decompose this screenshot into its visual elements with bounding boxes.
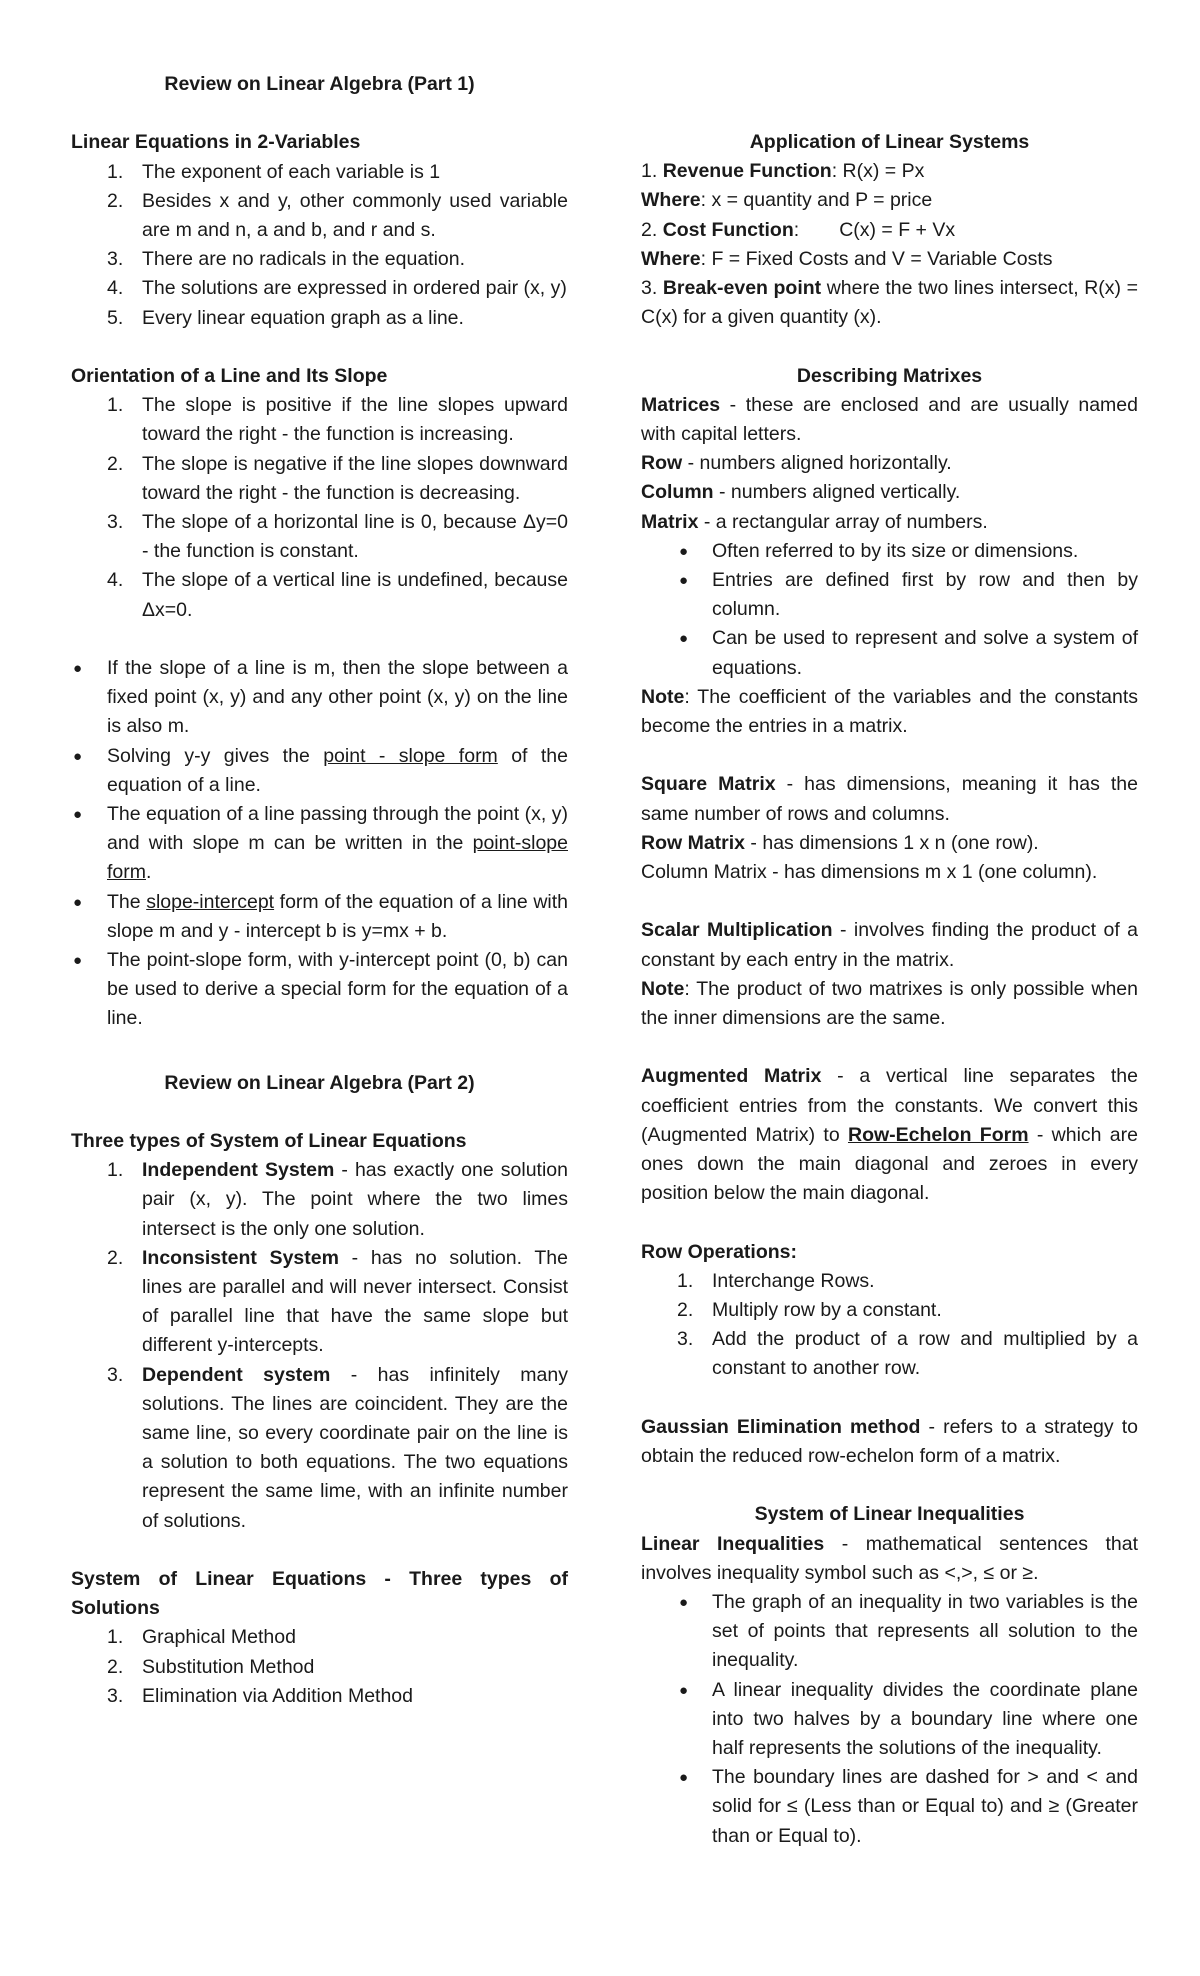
list-item: ● A linear inequality divides the coordinate plane into two halves by a boundary line where one half represents the solutions of the inequality. xyxy=(641,1676,1138,1764)
section-heading-orientation: Orientation of a Line and Its Slope xyxy=(71,365,388,387)
row-matrix-definition: Row Matrix - has dimensions 1 x n (one row). xyxy=(641,831,1039,854)
list-item: 2. Inconsistent System - has no solution. The lines are parallel and will never intersect. Consist of parallel line that have the same slope but different y-intercepts. xyxy=(107,1246,568,1357)
bullet-icon: ● xyxy=(73,806,83,824)
square-matrix-definition: Square Matrix - has dimensions, meaning it has the same number of rows and columns. xyxy=(641,773,1138,825)
cost-function-line: 2. Cost Function: C(x) = F + Vx xyxy=(641,218,956,241)
linear-inequalities-title: System of Linear Inequalities xyxy=(754,1503,1025,1526)
orientation-list xyxy=(71,391,568,625)
bullet-icon: ● xyxy=(73,893,83,911)
where-line-2: Where: F = Fixed Costs and V = Variable Costs xyxy=(641,247,1053,270)
list-item: ● The graph of an inequality in two variables is the set of points that represents all solution to the inequality. xyxy=(641,1588,1138,1676)
list-item: 5. Every linear equation graph as a line. xyxy=(107,306,464,329)
list-item: ● The boundary lines are dashed for > and < and solid for ≤ (Less than or Equal to) and ≥ (Greater than or Equal to). xyxy=(641,1763,1138,1851)
application-title: Application of Linear Systems xyxy=(749,131,1030,153)
where-line-1: Where: x = quantity and P = price xyxy=(641,189,933,212)
bullet-icon: ● xyxy=(679,630,689,648)
list-item: 3. Dependent system - has infinitely many solutions. The lines are coincident. They are the same line, so every coordinate pair on the line is a solution to both equations. The two equations represent the same lime, with an infinite number of solutions. xyxy=(107,1363,568,1532)
list-item: 4. The solutions are expressed in ordered pair (x, y) xyxy=(107,277,567,300)
row-echelon-form-term: Row-Echelon Form xyxy=(847,1123,1029,1146)
slope-bullet-list xyxy=(71,654,568,1034)
list-item: 2. Multiply row by a constant. xyxy=(677,1299,942,1322)
list-item: 3. There are no radicals in the equation. xyxy=(107,248,466,271)
revenue-function-line: 1. Revenue Function: R(x) = Px xyxy=(641,160,925,183)
matrices-definition: Matrices - these are enclosed and are usually named with capital letters. xyxy=(641,393,1138,446)
list-item: ● The equation of a line passing through the point (x, y) and with slope m can be written in the point-slope form. xyxy=(71,800,568,888)
list-item: ● The slope-intercept form of the equation of a line with slope m and y - intercept b is y=mx + b. xyxy=(71,888,568,946)
list-item: ● The point-slope form, with y-intercept point (0, b) can be used to derive a special form for the equation of a line. xyxy=(71,946,568,1034)
list-item: 1. The slope is positive if the line slopes upward toward the right - the function is increasing. xyxy=(107,394,568,446)
list-item: ● Often referred to by its size or dimensions. xyxy=(641,537,1138,566)
scalar-multiplication-definition: Scalar Multiplication - involves finding the product of a constant by each entry in the matrix. xyxy=(641,919,1138,971)
list-item: 3. Elimination via Addition Method xyxy=(107,1684,413,1707)
bullet-icon: ● xyxy=(73,952,83,970)
list-item: 2. Besides x and y, other commonly used variable are m and n, a and b, and r and s. xyxy=(107,189,568,241)
break-even-line: 3. Break-even point where the two lines intersect, R(x) = C(x) for a given quantity (x). xyxy=(641,277,1138,329)
augmented-matrix-definition: Augmented Matrix - a vertical line separates the coefficient entries from the constants. We convert this (Augmented Matrix) to Row-Echelon Form - which are ones down the main diagonal and zeroes in every position below the main diagonal. xyxy=(641,1065,1138,1205)
list-item: ● Solving y-y gives the point - slope form of the equation of a line. xyxy=(71,742,568,800)
list-item: ● If the slope of a line is m, then the slope between a fixed point (x, y) and any other point (x, y) on the line is also m. xyxy=(71,654,568,742)
list-item: 2. Substitution Method xyxy=(107,1655,315,1678)
bullet-icon: ● xyxy=(679,542,689,560)
section-heading-three-types: Three types of System of Linear Equations xyxy=(71,1130,467,1153)
linear-inequalities-definition: Linear Inequalities - mathematical sentences that involves inequality symbol such as <,>, ≤ or ≥. xyxy=(641,1532,1138,1584)
column-definition: Column - numbers aligned vertically. xyxy=(641,481,961,504)
section-heading-linear-equations: Linear Equations in 2-Variables xyxy=(71,131,361,154)
note-product: Note: The product of two matrixes is only possible when the inner dimensions are the same. xyxy=(641,977,1138,1030)
matrix-bullet-list xyxy=(641,537,1138,683)
bullet-icon: ● xyxy=(679,572,689,590)
bullet-icon: ● xyxy=(679,1594,689,1612)
solution-methods-list xyxy=(71,1623,568,1711)
list-item: 4. The slope of a vertical line is undefined, because Δx=0. xyxy=(107,569,568,621)
list-item: 3. The slope of a horizontal line is 0, because Δy=0 - the function is constant. xyxy=(107,511,568,563)
bullet-icon: ● xyxy=(679,1769,689,1787)
list-item: 1. Graphical Method xyxy=(107,1626,296,1649)
list-item: ● Can be used to represent and solve a system of equations. xyxy=(641,624,1138,682)
note-coefficients: Note: The coefficient of the variables and the constants become the entries in a matrix. xyxy=(641,685,1138,738)
part1-title: Review on Linear Algebra (Part 1) xyxy=(164,73,475,95)
row-operations-list xyxy=(641,1267,1138,1384)
bullet-icon: ● xyxy=(73,747,83,765)
right-column xyxy=(641,128,1138,1851)
list-item: 1. Independent System - has exactly one solution pair (x, y). The point where the two limes intersect is the only one solution. xyxy=(107,1159,568,1240)
linear-equations-list xyxy=(71,158,568,333)
left-column xyxy=(71,70,568,1711)
matrix-definition: Matrix - a rectangular array of numbers. xyxy=(641,510,988,533)
bullet-icon: ● xyxy=(679,1681,689,1699)
list-item: 2. The slope is negative if the line slopes downward toward the right - the function is decreasing. xyxy=(107,452,568,504)
row-operations-heading: Row Operations: xyxy=(641,1240,798,1263)
bullet-icon: ● xyxy=(73,660,83,678)
system-types-list xyxy=(71,1156,568,1536)
part2-title: Review on Linear Algebra (Part 2) xyxy=(164,1071,475,1094)
list-item: 3. Add the product of a row and multiplied by a constant to another row. xyxy=(677,1328,1138,1380)
list-item: ● Entries are defined first by row and then by column. xyxy=(641,566,1138,624)
describing-matrixes-title: Describing Matrixes xyxy=(796,364,983,387)
column-matrix-definition: Column Matrix - has dimensions m x 1 (one column). xyxy=(641,861,1098,884)
inequalities-bullet-list xyxy=(641,1588,1138,1851)
row-definition: Row - numbers aligned horizontally. xyxy=(641,452,952,475)
gaussian-elimination-definition: Gaussian Elimination method - refers to a strategy to obtain the reduced row-echelon form of a matrix. xyxy=(641,1415,1138,1468)
list-item: 1. Interchange Rows. xyxy=(677,1269,875,1292)
list-item: 1. The exponent of each variable is 1 xyxy=(107,160,441,183)
section-heading-solution-methods: System of Linear Equations - Three types of Solutions xyxy=(71,1568,568,1620)
